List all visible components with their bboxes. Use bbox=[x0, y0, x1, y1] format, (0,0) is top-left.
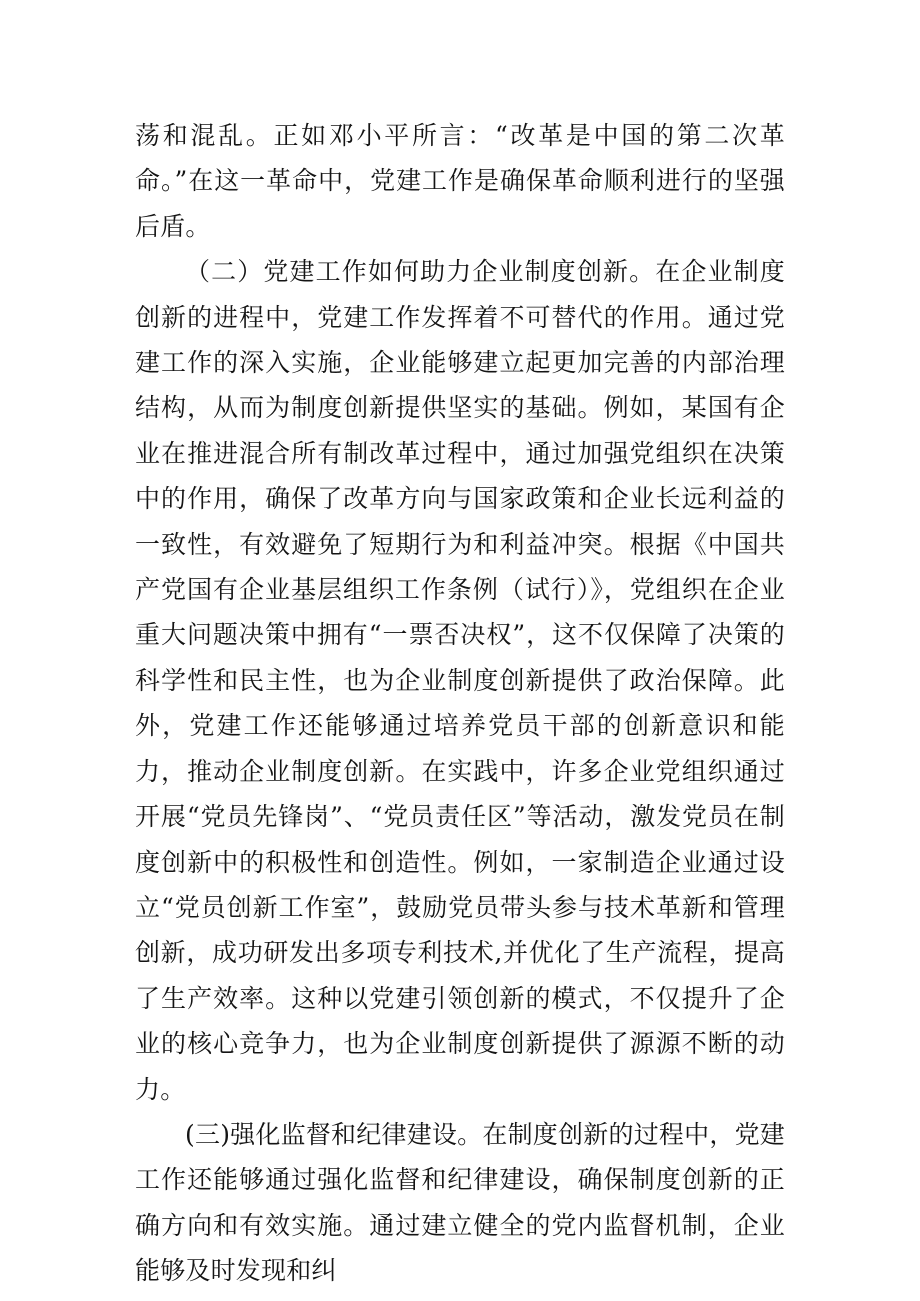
paragraph-section-three: (三)强化监督和纪律建设。在制度创新的过程中，党建工作还能够通过强化监督和纪律建设，确保制度创新的正确方向和有效实施。通过建立健全的党内监督机制，企业能够及时发现和纠 bbox=[135, 1119, 785, 1286]
paragraph-continuation: 荡和混乱。正如邓小平所言：“改革是中国的第二次革命。”在这一革命中，党建工作是确保革命顺利进行的坚强后盾。 bbox=[135, 121, 785, 241]
paragraph-section-two: （二）党建工作如何助力企业制度创新。在企业制度创新的进程中，党建工作发挥着不可替代的作用。通过党建工作的深入实施，企业能够建立起更加完善的内部治理结构，从而为制度创新提供坚实的基础。例如，某国有企业在推进混合所有制改革过程中，通过加强党组织在决策中的作用，确保了改革方向与国家政策和企业长远利益的一致性，有效避免了短期行为和利益冲突。根据《中国共产党国有企业基层组织工作条例（试行）》，党组织在企业重大问题决策中拥有“一票否决权”，这不仅保障了决策的科学性和民主性，也为企业制度创新提供了政治保障。此外，党建工作还能够通过培养党员干部的创新意识和能力，推动企业制度创新。在实践中，许多企业党组织通过开展“党员先锋岗”、“党员责任区”等活动，激发党员在制度创新中的积极性和创造性。例如，一家制造企业通过设立“党员创新工作室”，鼓励党员带头参与技术革新和管理创新，成功研发出多项专利技术,并优化了生产流程，提高了生产效率。这种以党建引领创新的模式，不仅提升了企业的核心竞争力，也为企业制度创新提供了源源不断的动力。 bbox=[135, 257, 785, 1104]
document-body bbox=[135, 113, 785, 1294]
